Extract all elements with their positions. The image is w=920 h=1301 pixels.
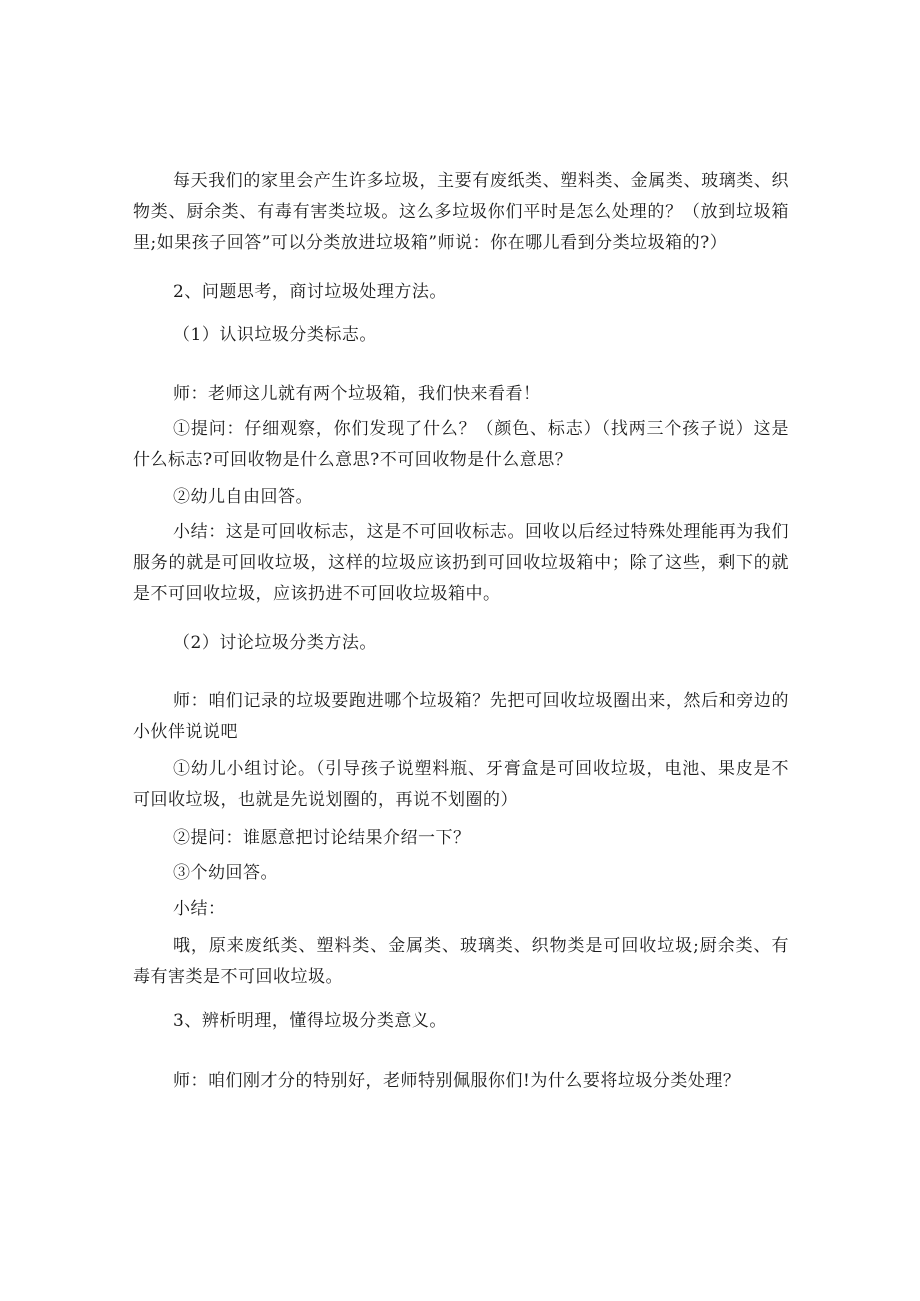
paragraph-teacher-bins: 师：老师这儿就有两个垃圾箱，我们快来看看！ xyxy=(173,384,541,404)
subheading-2: （2）讨论垃圾分类方法。 xyxy=(173,633,377,653)
paragraph-teacher-record: 师：咱们记录的垃圾要跑进哪个垃圾箱？先把可回收垃圾圈出来，然后和旁边的小伙伴说说吧 xyxy=(133,691,789,742)
section-heading-2: 2、问题思考，商讨垃圾处理方法。 xyxy=(173,282,447,302)
section-heading-3: 3、辨析明理，懂得垃圾分类意义。 xyxy=(173,1011,447,1031)
paragraph-question-share: ②提问：谁愿意把讨论结果介绍一下？ xyxy=(173,828,471,848)
paragraph-summary-2: 哦，原来废纸类、塑料类、金属类、玻璃类、织物类是可回收垃圾;厨余类、有毒有害类是不可回收垃圾。 xyxy=(133,936,789,987)
subheading-1: （1）认识垃圾分类标志。 xyxy=(173,325,377,345)
paragraph-summary-label: 小结： xyxy=(173,899,226,919)
paragraph-group-discussion: ①幼儿小组讨论。（引导孩子说塑料瓶、牙膏盒是可回收垃圾，电池、果皮是不可回收垃圾，也就是先说划圈的，再说不划圈的） xyxy=(133,759,789,810)
paragraph-question-observe: ①提问：仔细观察，你们发现了什么？（颜色、标志）（找两三个孩子说）这是什么标志?可回收物是什么意思?不可回收物是什么意思？ xyxy=(133,419,789,470)
paragraph-individual-answer: ③个幼回答。 xyxy=(173,863,278,883)
paragraph-free-answer: ②幼儿自由回答。 xyxy=(173,487,313,507)
paragraph-teacher-praise: 师：咱们刚才分的特别好，老师特别佩服你们!为什么要将垃圾分类处理？ xyxy=(173,1071,741,1091)
paragraph-summary-1: 小结：这是可回收标志，这是不可回收标志。回收以后经过特殊处理能再为我们服务的就是可回收垃圾，这样的垃圾应该扔到可回收垃圾箱中；除了这些，剩下的就是不可回收垃圾，应该扔进不可回收垃圾箱中。 xyxy=(133,522,789,604)
paragraph-intro: 每天我们的家里会产生许多垃圾，主要有废纸类、塑料类、金属类、玻璃类、织物类、厨余类、有毒有害类垃圾。这么多垃圾你们平时是怎么处理的？（放到垃圾箱里;如果孩子回答”可以分类放进垃圾箱”师说：你在哪儿看到分类垃圾箱的?） xyxy=(133,171,789,253)
